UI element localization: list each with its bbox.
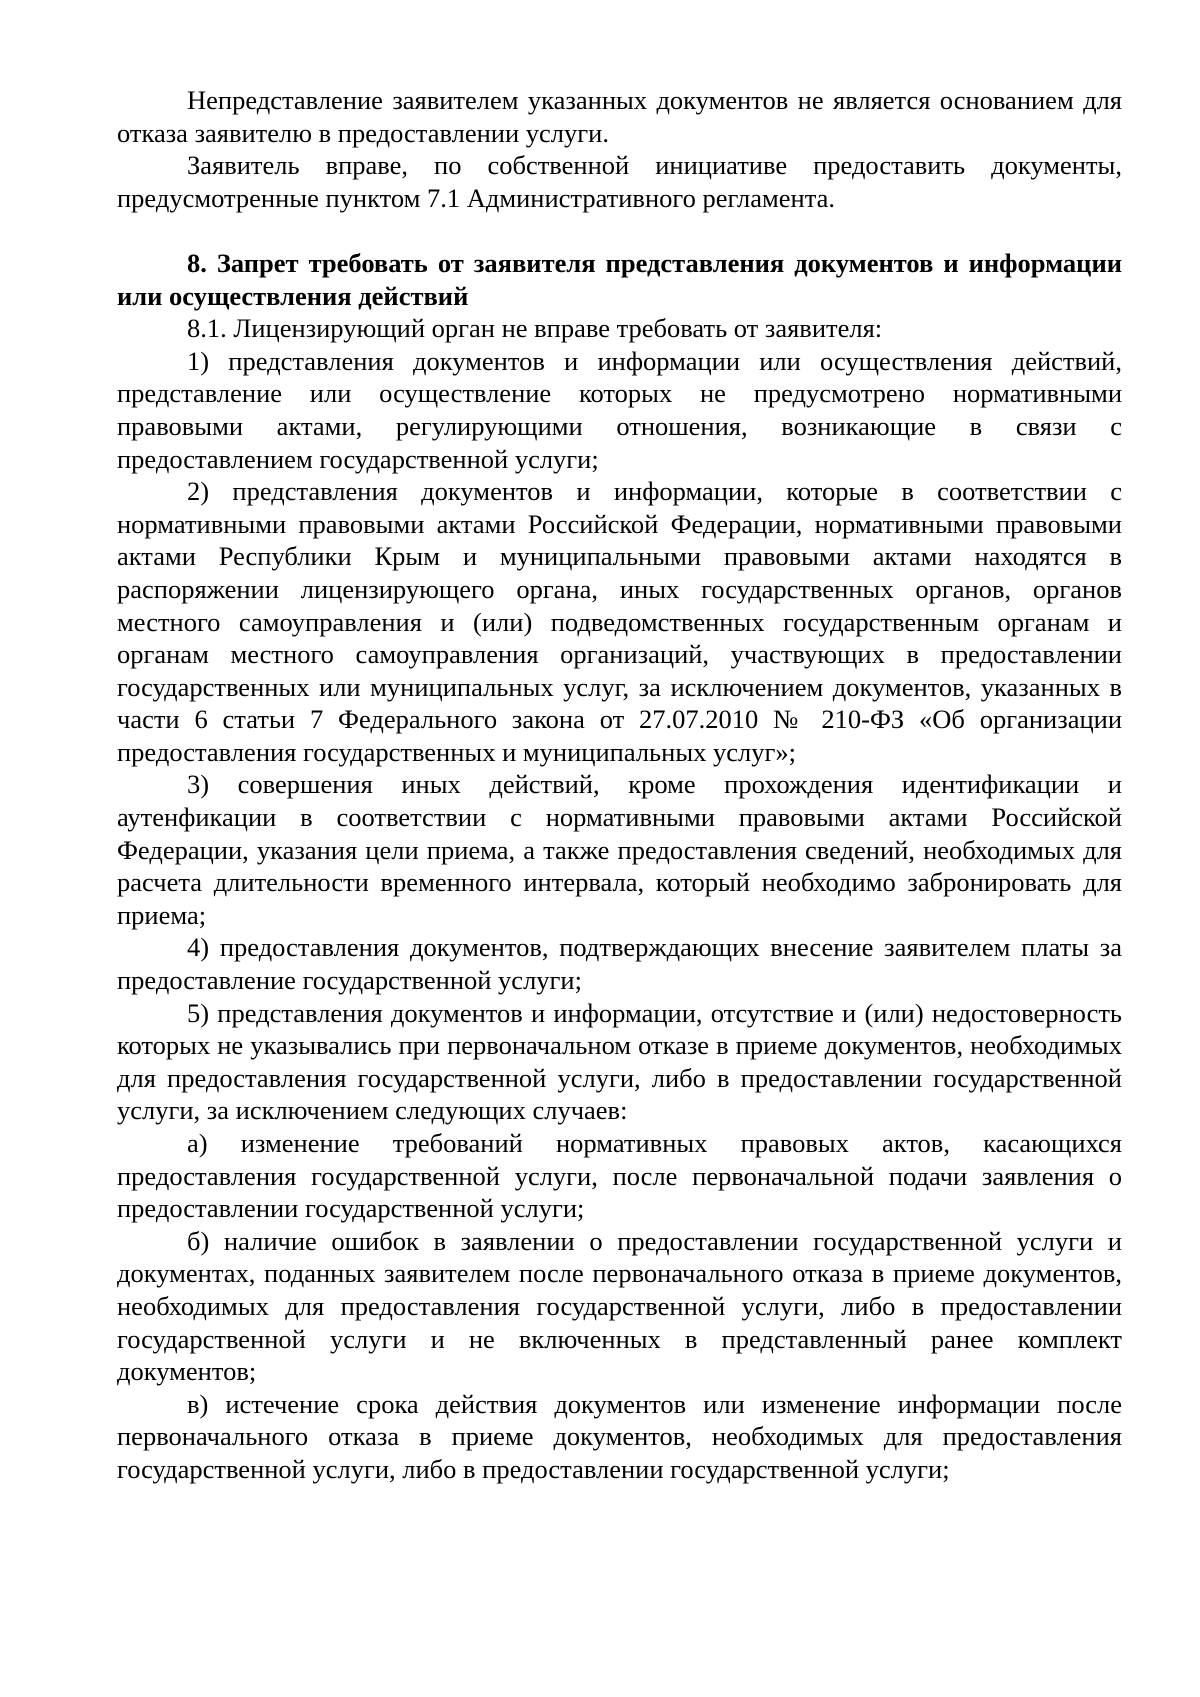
paragraph-applicant-right: Заявитель вправе, по собственной инициативе предоставить документы, предусмотренные пунктом 7.1 Административного регламента.: [117, 150, 1122, 213]
list-item-4: 4) предоставления документов, подтверждающих внесение заявителем платы за предоставление государственной услуги;: [117, 932, 1122, 996]
section-heading: 8. Запрет требовать от заявителя представления документов и информации или осуществления действий: [117, 247, 1122, 311]
list-item-5: 5) представления документов и информации, отсутствие и (или) недостоверность которых не указывались при первоначальном отказе в приеме документов, необходимых для предоставления государственной услуги, либо в предоставлении государственной услуги, за исключением следующих случаев:: [117, 997, 1122, 1126]
list-item-2: 2) представления документов и информации, которые в соответствии с нормативными правовыми актами Российской Федерации, нормативными правовыми актами Республики Крым и муниципальными правовыми актами находятся в распоряжении лицензирующего органа, иных государственных органов, органов местного самоуправления и (или) подведомственных государственным органам и органам местного самоуправления организаций, участвующих в предоставлении государственных или муниципальных услуг, за исключением документов, указанных в части 6 статьи 7 Федерального закона от 27.07.2010 № 210-ФЗ «Об организации предоставления государственных и муниципальных услуг»;: [117, 476, 1122, 767]
sub-item-b: б) наличие ошибок в заявлении о предоставлении государственной услуги и документах, поданных заявителем после первоначального отказа в приеме документов, необходимых для предоставления государственной услуги, либо в предоставлении государственной услуги и не включенных в представленный ранее комплект документов;: [117, 1225, 1122, 1387]
sub-item-a: а) изменение требований нормативных правовых актов, касающихся предоставления государственной услуги, после первоначальной подачи заявления о предоставлении государственной услуги;: [117, 1128, 1122, 1224]
list-item-1: 1) представления документов и информации или осуществления действий, представление или осуществление которых не предусмотрено нормативными правовыми актами, регулирующими отношения, возникающие в связи с предоставлением государственной услуги;: [117, 345, 1122, 474]
list-item-3: 3) совершения иных действий, кроме прохождения идентификации и аутенфикации в соответствии с нормативными правовыми актами Российской Федерации, указания цели приема, а также предоставления сведений, необходимых для расчета длительности временного интервала, который необходимо забронировать для приема;: [117, 769, 1122, 930]
section-spacer: [117, 214, 1122, 247]
paragraph-non-submission: Непредставление заявителем указанных документов не является основанием для отказа заявителю в предоставлении услуги.: [117, 85, 1122, 148]
document-body: [117, 84, 1122, 1486]
section-intro: 8.1. Лицензирующий орган не вправе требовать от заявителя:: [187, 313, 883, 344]
sub-item-v: в) истечение срока действия документов или изменение информации после первоначального отказа в приеме документов, необходимых для предоставления государственной услуги, либо в предоставлении государственной услуги;: [117, 1388, 1122, 1484]
